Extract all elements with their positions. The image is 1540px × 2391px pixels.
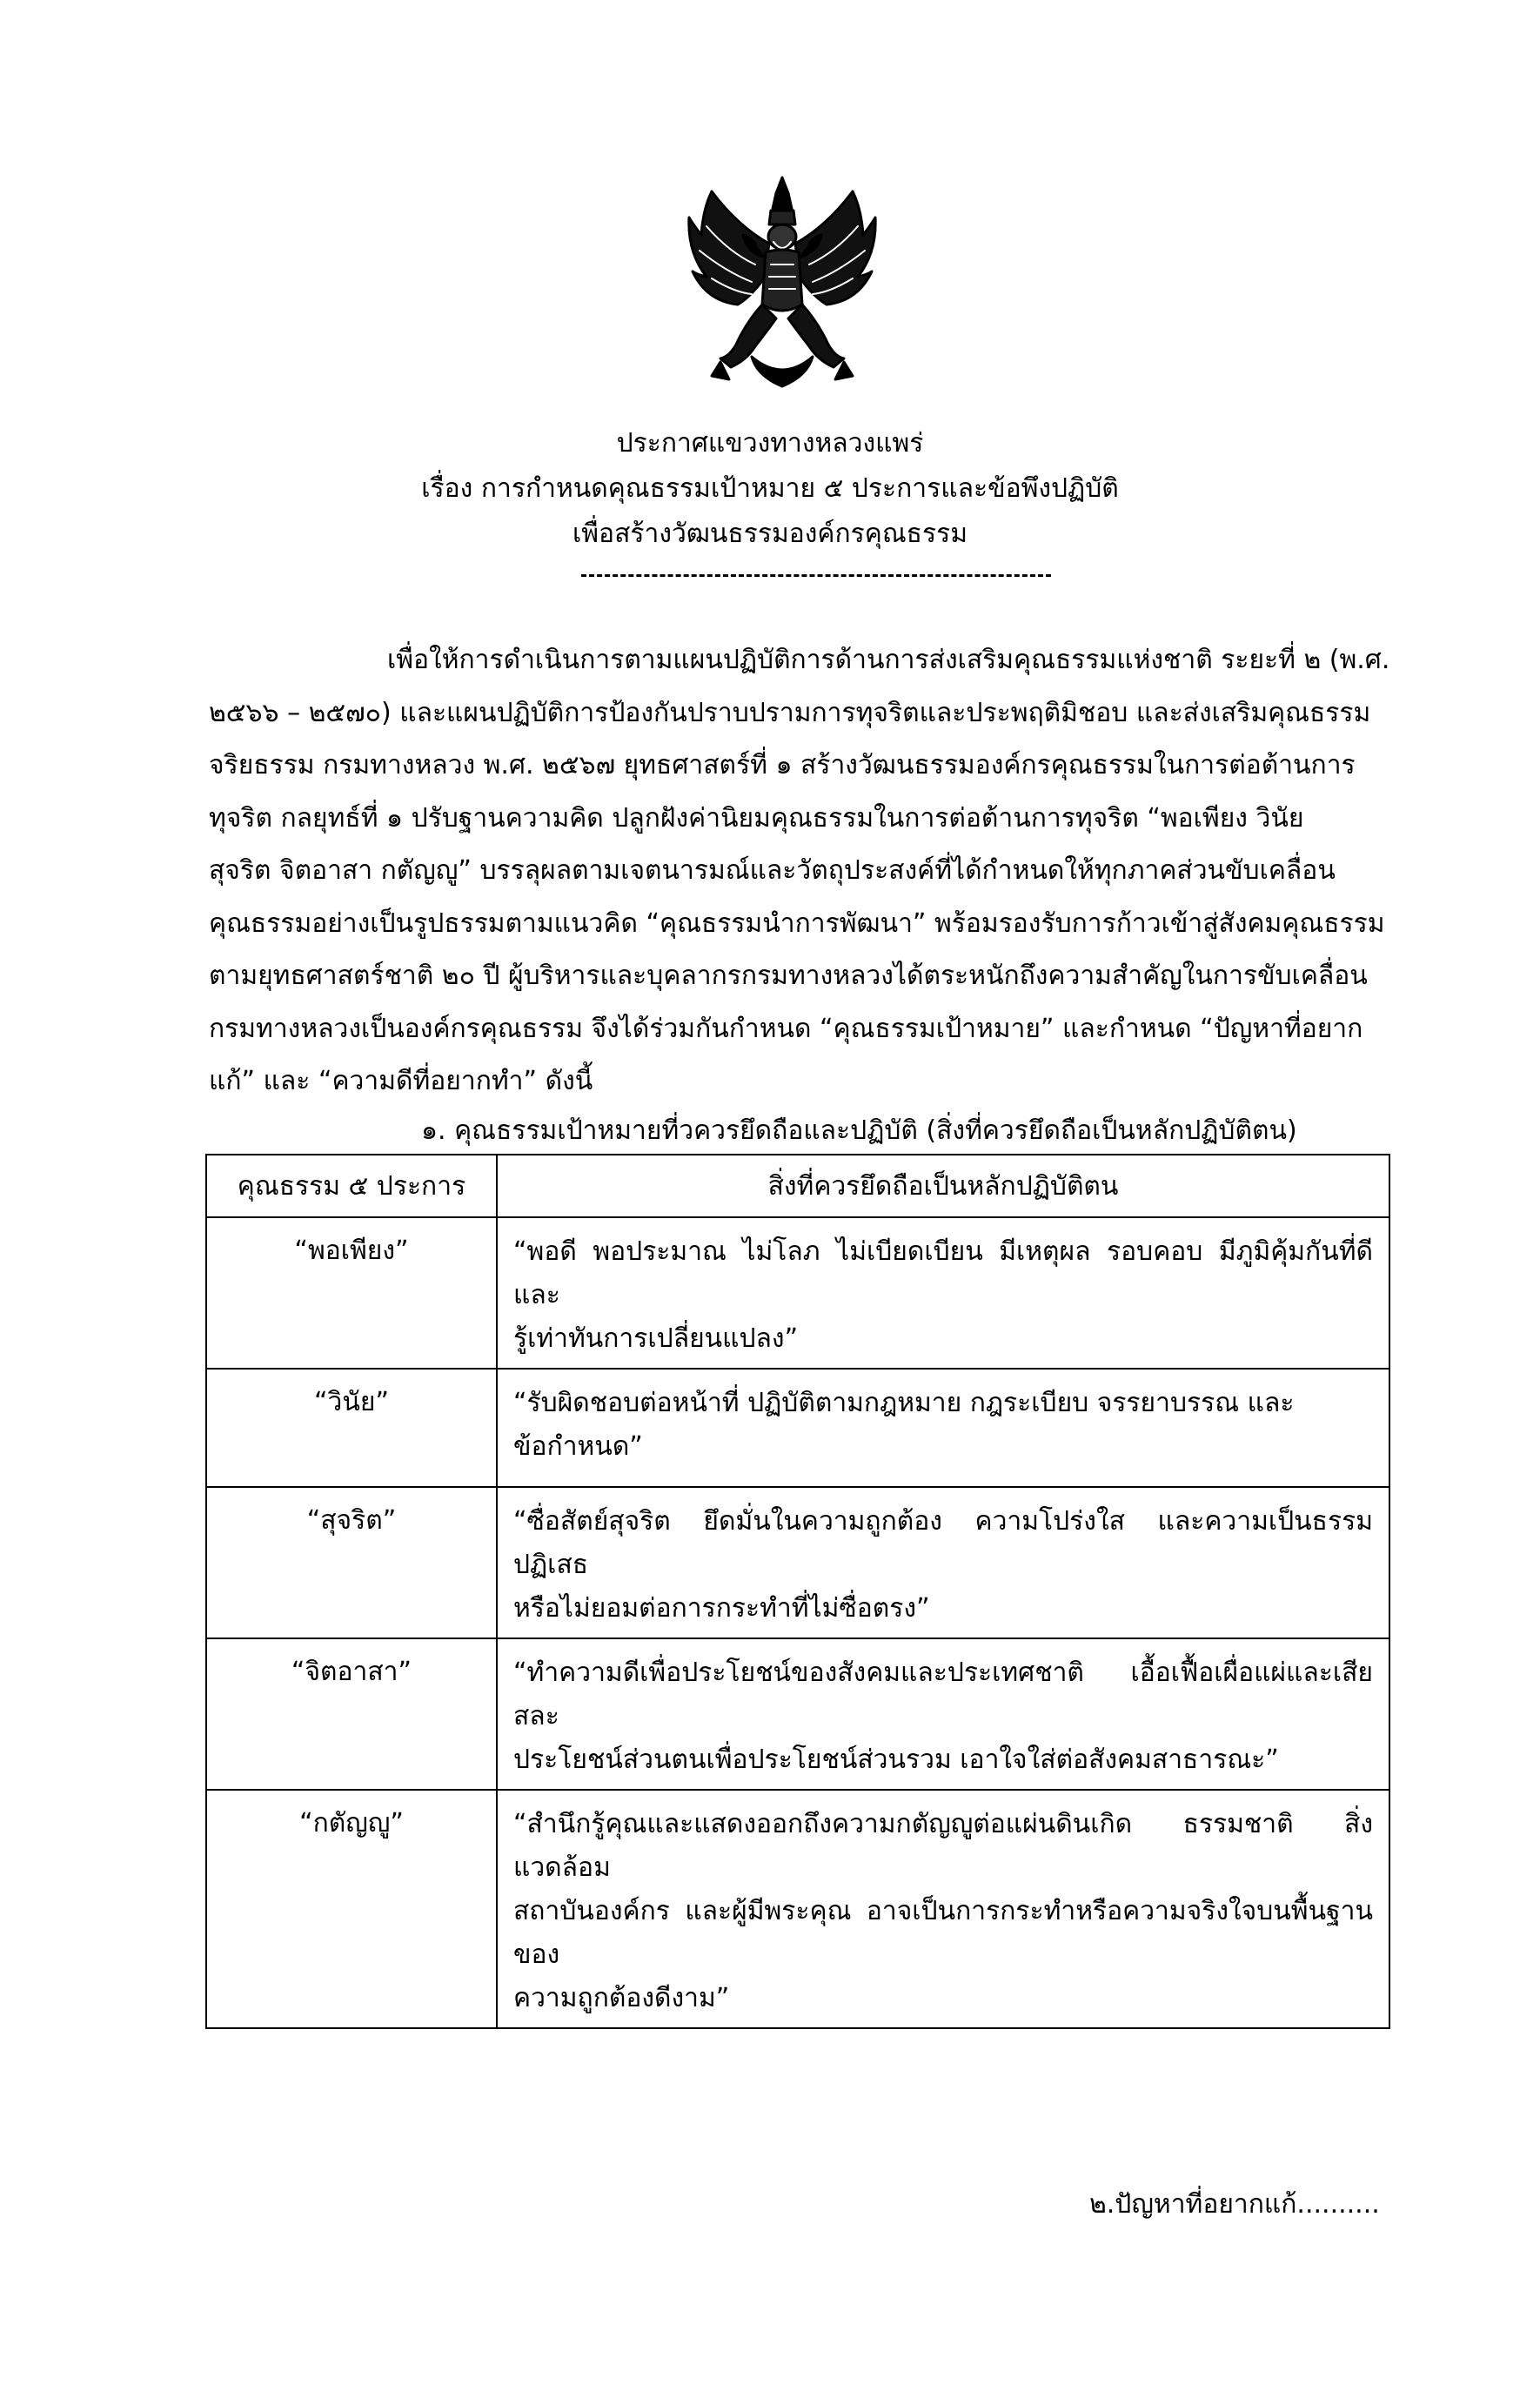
virtue-table bbox=[205, 1154, 1390, 2029]
paragraph-line: คุณธรรมอย่างเป็นรูปธรรมตามแนวคิด “คุณธรรมนำการพัฒนา” พร้อมรองรับการก้าวเข้าสู่สังคมคุณธรรม bbox=[209, 908, 1385, 939]
paragraph-line: ตามยุทธศาสตร์ชาติ ๒๐ ปี ผู้บริหารและบุคลากรกรมทางหลวงได้ตระหนักถึงความสำคัญในการขับเคลื่อน bbox=[209, 961, 1368, 991]
virtue-description bbox=[497, 1487, 1389, 1638]
paragraph-line: กรมทางหลวงเป็นองค์กรคุณธรรม จึงได้ร่วมกันกำหนด “คุณธรรมเป้าหมาย” และกำหนด “ปัญหาที่อยาก bbox=[209, 1013, 1363, 1044]
document-heading bbox=[0, 425, 1540, 560]
description-line: “พอดี พอประมาณ ไม่โลภ ไม่เบียดเบียน มีเหตุผล รอบคอบ มีภูมิคุ้มกันที่ดี และ bbox=[513, 1236, 1373, 1310]
description-line: สถาบันองค์กร และผู้มีพระคุณ อาจเป็นการกระทำหรือความจริงใจบนพื้นฐานของ bbox=[513, 1896, 1373, 1970]
paragraph-line: แก้” และ “ความดีที่อยากทำ” ดังนี้ bbox=[209, 1066, 593, 1096]
subject-line-2: เพื่อสร้างวัฒนธรรมองค์กรคุณธรรม bbox=[572, 519, 968, 549]
table-row bbox=[206, 1638, 1389, 1790]
subject-line: เรื่อง การกำหนดคุณธรรมเป้าหมาย ๕ ประการและข้อพึงปฏิบัติ bbox=[421, 473, 1119, 504]
table-row bbox=[206, 1487, 1389, 1638]
table-header-row bbox=[206, 1155, 1389, 1217]
description-line: “ทำความดีเพื่อประโยชน์ของสังคมและประเทศชาติ เอื้อเฟื้อเผื่อแผ่และเสียสละ bbox=[513, 1658, 1373, 1731]
description-line: “ซื่อสัตย์สุจริต ยึดมั่นในความถูกต้อง ความโปร่งใส และความเป็นธรรม ปฏิเสธ bbox=[513, 1506, 1373, 1580]
garuda-emblem-icon bbox=[686, 174, 879, 390]
virtue-name: “พอเพียง” bbox=[206, 1217, 497, 1369]
section-1-title: ๑. คุณธรรมเป้าหมายที่วควรยึดถือและปฏิบัติ (สิ่งที่ควรยึดถือเป็นหลักปฏิบัติตน) bbox=[421, 1115, 1297, 1146]
virtue-description bbox=[497, 1638, 1389, 1790]
intro-paragraph bbox=[209, 638, 1390, 1112]
description-line: ข้อกำหนด” bbox=[513, 1431, 643, 1462]
virtue-description bbox=[497, 1790, 1389, 2028]
table-row bbox=[206, 1790, 1389, 2028]
virtue-name: “กตัญญู” bbox=[206, 1790, 497, 2028]
paragraph-line: สุจริต จิตอาสา กตัญญู” บรรลุผลตามเจตนารมณ์และวัตถุประสงค์ที่ได้กำหนดให้ทุกภาคส่วนขับเคลื่อน bbox=[209, 855, 1336, 886]
description-line: ประโยชน์ส่วนตนเพื่อประโยชน์ส่วนรวม เอาใจใส่ต่อสังคมสาธารณะ” bbox=[513, 1745, 1279, 1775]
paragraph-line: เพื่อให้การดำเนินการตามแผนปฏิบัติการด้านการส่งเสริมคุณธรรมแห่งชาติ ระยะที่ ๒ (พ.ศ. bbox=[387, 645, 1390, 675]
table-header-virtue: คุณธรรม ๕ ประการ bbox=[206, 1155, 497, 1217]
virtue-name: “จิตอาสา” bbox=[206, 1638, 497, 1790]
continuation-note: ๒.ปัญหาที่อยากแก้.......... bbox=[1089, 2189, 1380, 2220]
table-header-practice: สิ่งที่ควรยึดถือเป็นหลักปฏิบัติตน bbox=[497, 1155, 1389, 1217]
description-line: หรือไม่ยอมต่อการกระทำที่ไม่ซื่อตรง” bbox=[513, 1593, 930, 1624]
table-row bbox=[206, 1217, 1389, 1369]
description-line: ความถูกต้องดีงาม” bbox=[513, 1983, 730, 2013]
table-row bbox=[206, 1369, 1389, 1487]
paragraph-line: ๒๕๖๖ – ๒๕๗๐) และแผนปฏิบัติการป้องกันปราบปรามการทุจริตและประพฤติมิชอบ และส่งเสริมคุณธรรม bbox=[209, 697, 1371, 728]
organization-title: ประกาศแขวงทางหลวงแพร่ bbox=[616, 428, 924, 459]
description-line: “รับผิดชอบต่อหน้าที่ ปฏิบัติตามกฎหมาย กฎระเบียบ จรรยาบรรณ และ bbox=[513, 1388, 1295, 1418]
virtue-description bbox=[497, 1369, 1389, 1487]
virtue-name: “สุจริต” bbox=[206, 1487, 497, 1638]
paragraph-line: จริยธรรม กรมทางหลวง พ.ศ. ๒๕๖๗ ยุทธศาสตร์ที่ ๑ สร้างวัฒนธรรมองค์กรคุณธรรมในการต่อต้านการ bbox=[209, 750, 1356, 780]
description-line: “สำนึกรู้คุณและแสดงออกถึงความกตัญญูต่อแผ่นดินเกิด ธรรมชาติ สิ่งแวดล้อม bbox=[513, 1809, 1373, 1883]
description-line: รู้เท่าทันการเปลี่ยนแปลง” bbox=[513, 1323, 799, 1354]
paragraph-line: ทุจริต กลยุทธ์ที่ ๑ ปรับฐานความคิด ปลูกฝังค่านิยมคุณธรรมในการต่อต้านการทุจริต “พอเพียง วินัย bbox=[209, 802, 1304, 834]
virtue-name: “วินัย” bbox=[206, 1369, 497, 1487]
separator-line bbox=[581, 574, 1051, 577]
virtue-description bbox=[497, 1217, 1389, 1369]
